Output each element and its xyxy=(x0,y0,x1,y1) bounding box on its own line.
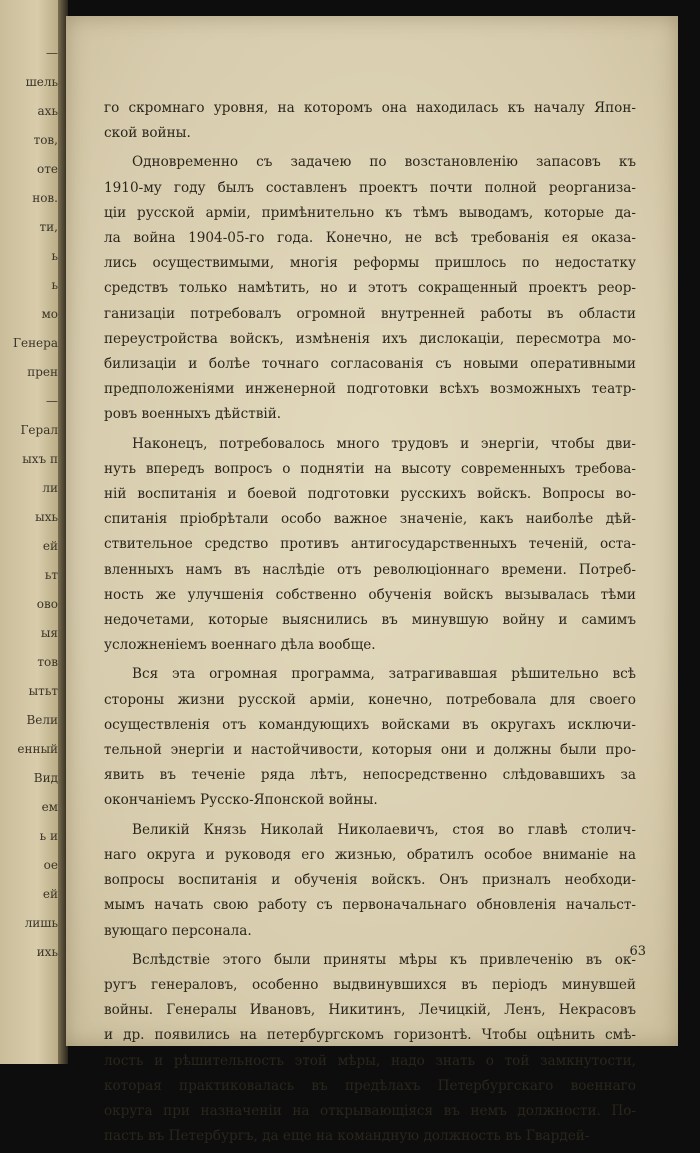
left-page-fragment: нов. xyxy=(32,191,58,205)
text-line: и др. появились на петербургскомъ горизонтѣ. Чтобы оцѣнить смѣ- xyxy=(104,1027,636,1044)
text-line: билизаціи и болѣе точнаго согласованія съ новыми оперативными xyxy=(104,356,636,373)
text-line: ругъ генераловъ, особенно выдвинувшихся въ періодъ минувшей xyxy=(104,976,636,993)
left-page-fragment: ово xyxy=(36,597,58,611)
paragraph xyxy=(104,432,636,659)
text-line: недочетами, которые выяснились въ минувшую войну и самимъ xyxy=(104,612,636,629)
text-line: 1910-му году былъ составленъ проектъ почти полной реорганиза- xyxy=(104,179,636,196)
left-page-fragment: ихь xyxy=(36,945,58,959)
text-line: Вся эта огромная программа, затрагивавшая рѣшительно всѣ xyxy=(132,666,636,683)
text-line: ганизаціи потребовалъ огромной внутренней работы въ области xyxy=(104,305,636,322)
left-page-fragment: ти, xyxy=(39,220,58,234)
text-line: усложненіемъ военнаго дѣла вообще. xyxy=(104,637,376,654)
text-line: ность же улучшенія собственно обученія войскъ вызывалась тѣми xyxy=(104,586,636,603)
left-page-fragment: прен xyxy=(27,365,58,379)
left-page-fragment: ей xyxy=(42,887,58,901)
text-line: го скромнаго уровня, на которомъ она находилась къ началу Япон- xyxy=(104,100,636,116)
left-page-fragment: ыхь xyxy=(35,510,58,524)
text-line: ній воспитанія и боевой подготовки русскихъ войскъ. Вопросы во- xyxy=(104,486,636,503)
left-page-fragment: ли xyxy=(42,481,58,495)
paragraph xyxy=(104,662,636,813)
left-page-fragment: — xyxy=(46,394,58,408)
text-line: наго округа и руководя его жизнью, обратилъ особое вниманіе на xyxy=(104,846,636,863)
text-line: вопросы воспитанія и обученія войскъ. Онъ призналъ необходи- xyxy=(104,872,636,889)
text-line: спитанія пріобрѣтали особо важное значеніе, какъ наиболѣе дѣй- xyxy=(104,511,636,528)
left-page-fragment: Вид xyxy=(33,771,58,785)
text-line: Вслѣдствіе этого были приняты мѣры къ привлеченію въ ок- xyxy=(132,951,636,968)
paragraph-gap xyxy=(104,1149,636,1153)
left-page-fragment: енный xyxy=(17,742,58,756)
text-line: ской войны. xyxy=(104,125,191,142)
left-page-fragment: лишь xyxy=(24,916,58,930)
left-page-fragment: Герал xyxy=(20,423,58,437)
left-page-fragment: ь xyxy=(51,278,58,292)
text-line: войны. Генералы Ивановъ, Никитинъ, Лечицкій, Ленъ, Некрасовъ xyxy=(104,1002,636,1019)
text-line: ствительное средство противъ антигосударственныхъ теченій, оста- xyxy=(104,536,636,553)
text-line: Одновременно съ задачею по возстановленію запасовъ къ xyxy=(132,154,636,171)
left-page-fragment: ьт xyxy=(44,568,58,582)
paragraph xyxy=(104,96,636,146)
left-page-fragment: мо xyxy=(41,307,58,321)
left-page-fragment: Генера xyxy=(13,336,58,350)
left-page-fragment: оте xyxy=(37,162,58,176)
page-body-text xyxy=(104,96,636,1153)
paragraph xyxy=(104,948,636,1150)
text-line: осуществленія отъ командующихъ войсками въ округахъ исключи- xyxy=(104,716,636,733)
text-line: лись осуществимыми, многія реформы пришлось по недостатку xyxy=(104,255,636,272)
left-page-fragment: Вели xyxy=(26,713,58,727)
text-line: окончаніемъ Русско-Японской войны. xyxy=(104,792,378,809)
text-line: средствъ только намѣтить, но и этотъ сокращенный проектъ реор- xyxy=(104,280,636,297)
text-line: вленныхъ намъ въ наслѣдіе отъ революціоннаго времени. Потреб- xyxy=(104,561,636,578)
text-line: Великій Князь Николай Николаевичъ, стоя во главѣ столич- xyxy=(132,821,636,838)
left-page-fragment: — xyxy=(46,46,58,60)
left-page-fragment: тов, xyxy=(33,133,58,147)
page-number: 63 xyxy=(629,944,646,959)
book-page xyxy=(66,16,678,1145)
left-page-fragment: ей xyxy=(42,539,58,553)
left-page-fragment: ытьт xyxy=(28,684,58,698)
left-page-fragment: шель xyxy=(25,75,58,89)
text-line: вующаго персонала. xyxy=(104,922,252,939)
text-line: ціи русской арміи, примѣнительно къ тѣмъ выводамъ, которые да- xyxy=(104,204,636,221)
text-line: мымъ начать свою работу съ первоначальнаго обновленія начальст- xyxy=(104,897,636,914)
text-line: лость и рѣшительность этой мѣры, надо знать о той замкнутости, xyxy=(104,1052,636,1069)
text-line: Наконецъ, потребовалось много трудовъ и энергіи, чтобы дви- xyxy=(132,435,636,452)
left-page-fragment: ое xyxy=(43,858,58,872)
text-line: предположеніями инженерной подготовки всѣхъ возможныхъ театр- xyxy=(104,381,636,398)
left-page-fragment: ыя xyxy=(40,626,58,640)
text-line: которая практиковалась въ предѣлахъ Петербургскаго военнаго xyxy=(104,1077,636,1094)
left-page-fragment: ь xyxy=(51,249,58,263)
paragraph xyxy=(104,150,636,427)
left-page-fragment: ахь xyxy=(37,104,58,118)
text-line: нуть впередъ вопросъ о поднятіи на высоту современныхъ требова- xyxy=(104,460,636,477)
left-page-fragment: ем xyxy=(41,800,58,814)
left-page-fragment: тов xyxy=(37,655,58,669)
text-line: явить въ теченіе ряда лѣтъ, непосредственно слѣдовавшихъ за xyxy=(104,767,636,784)
left-page-fragment: ь и xyxy=(39,829,58,843)
text-line: стороны жизни русской арміи, конечно, потребовала для своего xyxy=(104,691,636,708)
text-line: тельной энергіи и настойчивости, которыя они и должны были про- xyxy=(104,742,636,759)
left-page-fragment: ыхъ п xyxy=(22,452,58,466)
text-line: ровъ военныхъ дѣйствій. xyxy=(104,406,282,423)
text-line: округа при назначеніи на открывающіяся въ немъ должности. По- xyxy=(104,1102,636,1119)
text-line: переустройства войскъ, измѣненія ихъ дислокаціи, пересмотра мо- xyxy=(104,330,636,347)
left-page-edge xyxy=(0,0,62,1064)
text-line: ла война 1904-05-го года. Конечно, не всѣ требованія ея оказа- xyxy=(104,230,636,247)
text-line: пасть въ Петербургъ, да еще на командную должность въ Гвардей- xyxy=(104,1128,590,1145)
paragraph xyxy=(104,818,636,944)
